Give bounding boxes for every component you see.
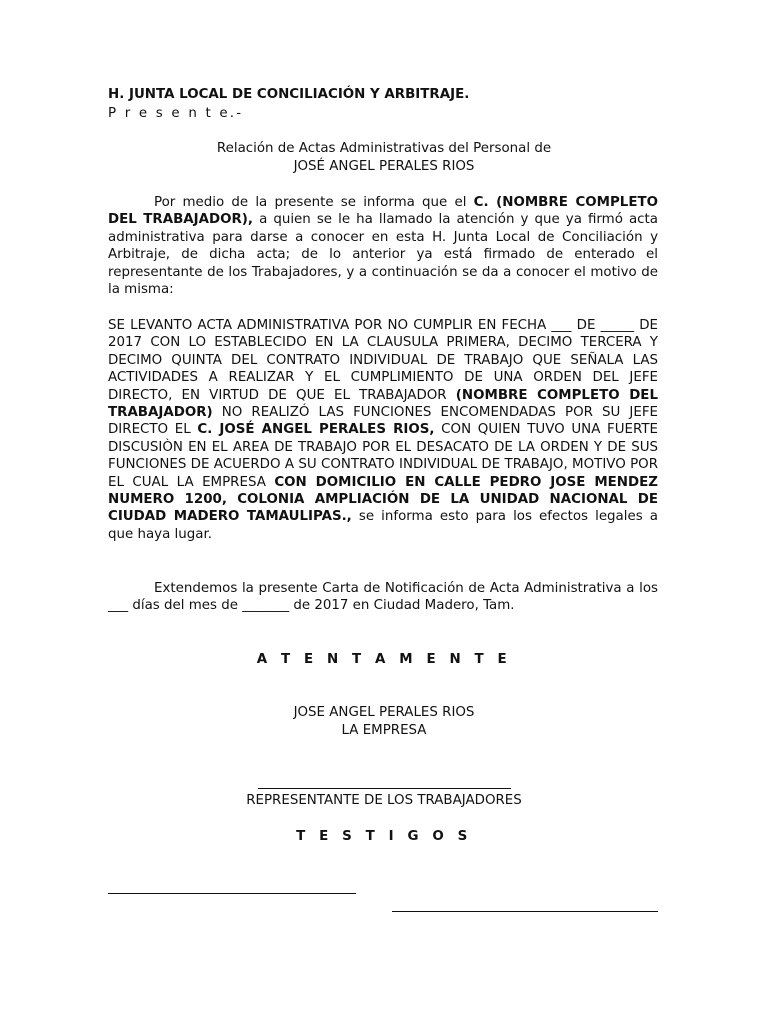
- worker-name-placeholder-2: (NOMBRE COMPLETO DEL TRABAJADOR): [108, 387, 658, 421]
- notification-text: Extendemos la presente Carta de Notificación de Acta Administrativa a los ___ días del mes de _______ de 2017 en Ciudad Madero, Tam.: [108, 581, 658, 614]
- witness-2-signature-line: [392, 911, 658, 912]
- intro-text-b: a quien se le ha llamado la atención y que ya firmó acta administrativa para darse a conocer en esta H. Junta Local de Conciliación y Arbitraje, de dicha acta; de lo anterior ya está firmado de enterado el representante de los Trabajadores, y a continuación se da a conocer el motivo de la misma:: [108, 212, 659, 298]
- document-title-line2: JOSÉ ANGEL PERALES RIOS: [293, 159, 475, 174]
- incident-paragraph: [108, 317, 658, 543]
- testigos-heading: T E S T I G O S: [296, 829, 472, 844]
- representative-label: REPRESENTANTE DE LOS TRABAJADORES: [246, 793, 522, 808]
- incident-text-a: SE LEVANTO ACTA ADMINISTRATIVA POR NO CUMPLIR EN FECHA ___ DE _____ DE 2017 CON LO ESTABLECIDO EN LA CLAUSULA PRIMERA, DECIMO TERCERA Y DECIMO QUINTA DEL CONTRATO INDIVIDUAL DE TRABAJO QUE SEÑALA LAS ACTIVIDADES A REALIZAR Y EL CUMPLIMIENTO DE UNA ORDEN DEL JEFE DIRECTO, EN VIRTUD DE QUE EL TRABAJADOR: [108, 318, 658, 403]
- representative-signature-line: [258, 788, 511, 789]
- document-title-line1: Relación de Actas Administrativas del Personal de: [216, 141, 552, 156]
- incident-text-b: NO REALIZÓ LAS FUNCIONES ENCOMENDADAS POR SU JEFE DIRECTO EL: [108, 405, 658, 438]
- intro-text-a: Por medio de la presente se informa que el: [154, 195, 474, 210]
- incident-text-c: CON QUIEN TUVO UNA FUERTE DISCUSIÒN EN EL AREA DE TRABAJO POR EL DESACATO DE LA ORDEN Y DE SUS FUNCIONES DE ACUERDO A SU CONTRATO INDIVIDUAL DE TRABAJO, MOTIVO POR EL CUAL LA EMPRESA: [108, 422, 658, 490]
- addressee: H. JUNTA LOCAL DE CONCILIACIÓN Y ARBITRAJE.: [108, 87, 470, 102]
- signer-name: JOSE ANGEL PERALES RIOS: [293, 705, 475, 720]
- signer-role: LA EMPRESA: [341, 723, 427, 738]
- notification-paragraph: [108, 580, 658, 615]
- worker-name-placeholder: C. (NOMBRE COMPLETO DEL TRABAJADOR),: [108, 195, 658, 228]
- incident-text-d: se informa esto para los efectos legales a que haya lugar.: [108, 509, 658, 542]
- company-address: CON DOMICILIO EN CALLE PEDRO JOSE MENDEZ NUMERO 1200, COLONIA AMPLIACIÓN DE LA UNIDAD NACIONAL DE CIUDAD MADERO TAMAULIPAS.,: [108, 474, 658, 525]
- supervisor-name: C. JOSÉ ANGEL PERALES RIOS,: [197, 422, 435, 438]
- atentamente-heading: A T E N T A M E N T E: [256, 652, 512, 667]
- intro-paragraph: [108, 194, 658, 298]
- presente-line: P r e s e n t e.-: [108, 106, 244, 121]
- witness-1-signature-line: [108, 893, 356, 894]
